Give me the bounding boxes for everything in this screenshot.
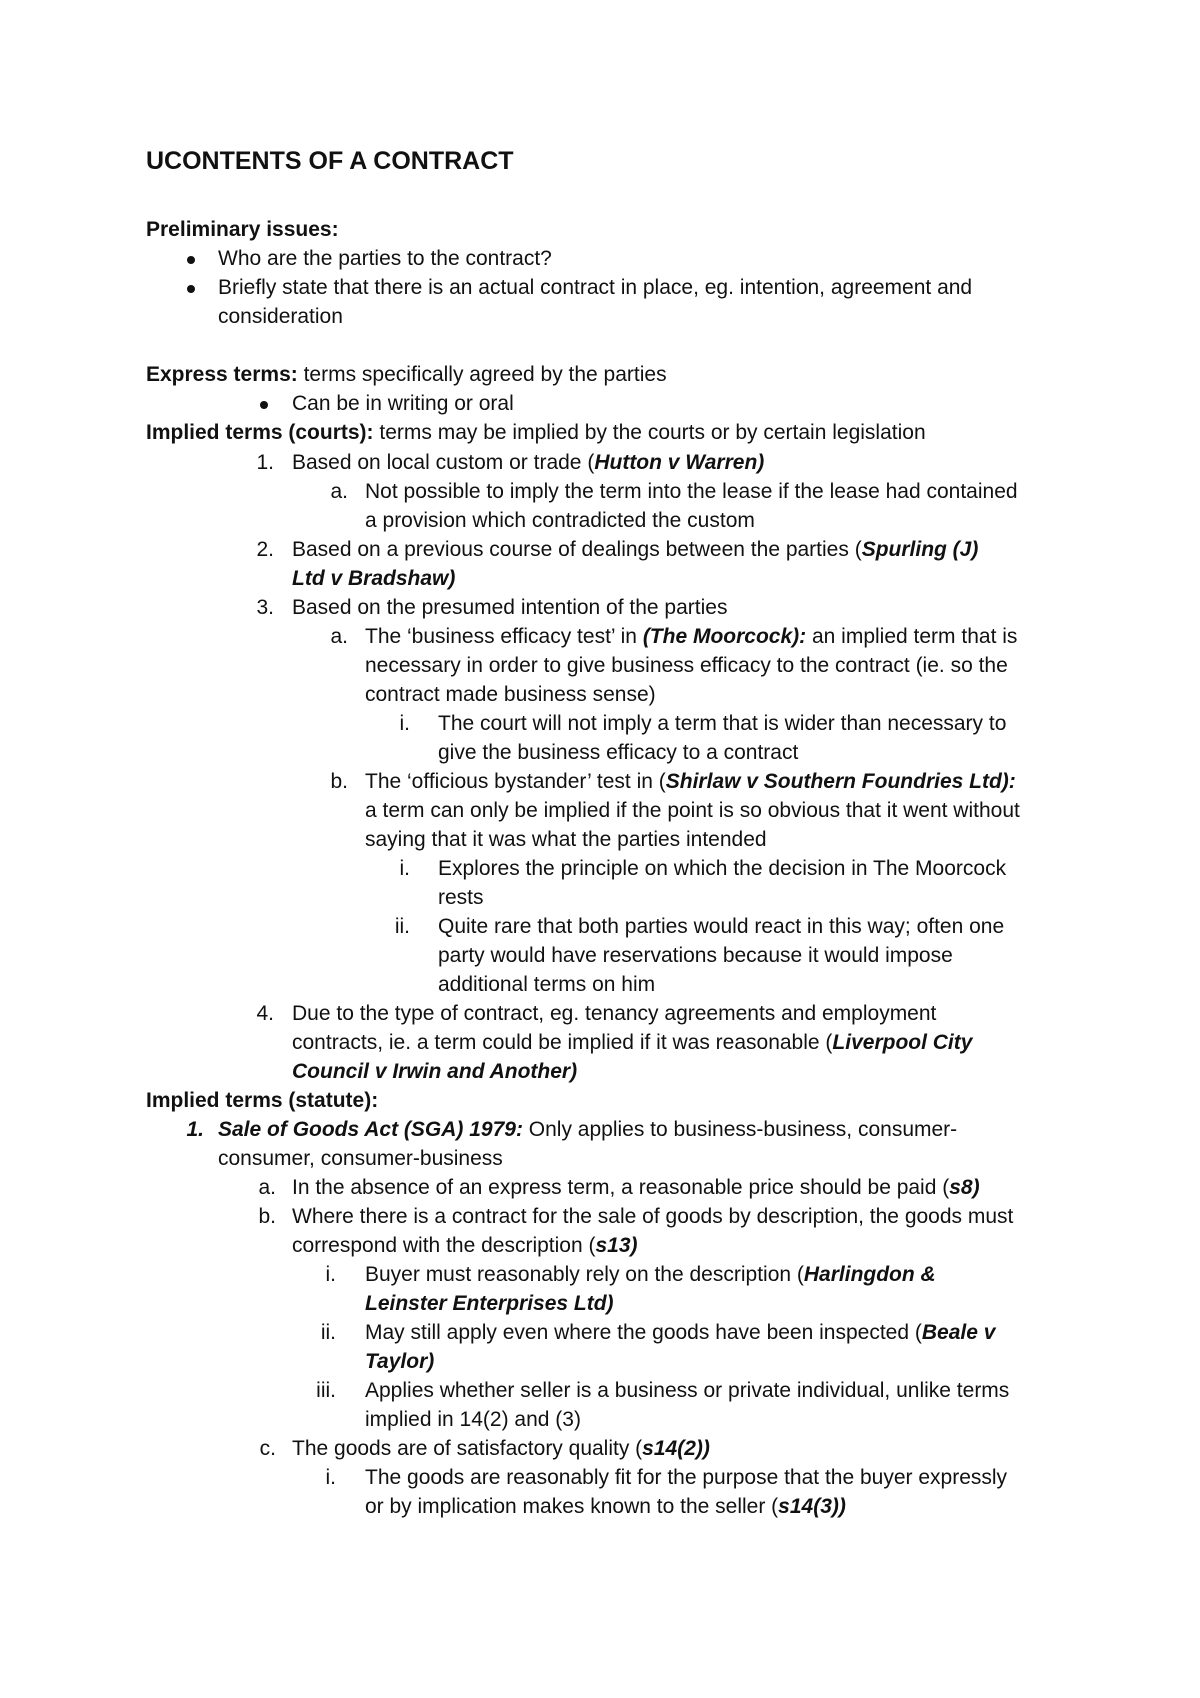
list-item: Quite rare that both parties would react in this way; often one — [438, 915, 1005, 938]
bullet-icon — [187, 256, 195, 264]
list-item — [292, 536, 978, 564]
implied-courts-text: terms may be implied by the courts or by certain legislation — [373, 421, 926, 444]
express-text: terms specifically agreed by the parties — [297, 363, 667, 386]
list-roman: i. — [399, 857, 410, 880]
case-name: Leinster Enterprises Ltd) — [365, 1292, 614, 1315]
list-item: The goods are reasonably fit for the purpose that the buyer expressly — [365, 1466, 1008, 1489]
case-name: Beale v — [921, 1321, 996, 1344]
list-item-continuation: necessary in order to give business efficacy to the contract (ie. so the — [365, 654, 1008, 677]
express-heading: Express terms: — [146, 363, 298, 386]
list-item: The court will not imply a term that is wider than necessary to — [438, 712, 1007, 735]
case-name: Liverpool City — [832, 1031, 973, 1054]
list-letter: a. — [330, 480, 348, 503]
item-text: In the absence of an express term, a reasonable price should be paid ( — [292, 1176, 950, 1199]
list-number: 3. — [256, 596, 274, 619]
list-item: Who are the parties to the contract? — [218, 247, 552, 270]
case-name: (The Moorcock): — [642, 625, 807, 648]
list-number: 1. — [186, 1118, 204, 1141]
list-item — [292, 449, 764, 477]
list-item — [218, 1116, 957, 1144]
preliminary-heading: Preliminary issues: — [146, 218, 339, 241]
section-ref: s14(3)) — [778, 1495, 846, 1518]
list-item-continuation: saying that it was what the parties intended — [365, 828, 767, 851]
page-title: UCONTENTS OF A CONTRACT — [146, 147, 514, 175]
list-item-continuation: implied in 14(2) and (3) — [365, 1408, 581, 1431]
list-item: Based on the presumed intention of the parties — [292, 596, 728, 619]
list-item: Where there is a contract for the sale of goods by description, the goods must — [292, 1205, 1014, 1228]
list-letter: b. — [330, 770, 348, 793]
list-item — [365, 623, 1017, 651]
case-name: Hutton v Warren) — [594, 451, 765, 474]
list-item-continuation: contract made business sense) — [365, 683, 656, 706]
list-item-continuation: consideration — [218, 305, 343, 328]
case-name: Spurling (J) — [861, 538, 979, 561]
act-name: Sale of Goods Act (SGA) 1979: — [218, 1118, 523, 1141]
list-roman: i. — [399, 712, 410, 735]
list-number: 2. — [256, 538, 274, 561]
list-item-continuation: additional terms on him — [438, 973, 656, 996]
list-item-continuation: party would have reservations because it would impose — [438, 944, 953, 967]
list-roman: i. — [325, 1466, 336, 1489]
list-item — [365, 1319, 995, 1347]
item-text: an implied term that is — [806, 625, 1018, 648]
list-item: Briefly state that there is an actual contract in place, eg. intention, agreement and — [218, 276, 973, 299]
list-number: 1. — [256, 451, 274, 474]
bullet-icon — [260, 401, 268, 409]
list-letter: c. — [259, 1437, 276, 1460]
list-item: Not possible to imply the term into the lease if the lease had contained — [365, 480, 1018, 503]
list-letter: b. — [258, 1205, 276, 1228]
case-name: Taylor) — [365, 1350, 435, 1373]
implied-courts-line — [146, 419, 926, 447]
list-number: 4. — [256, 1002, 274, 1025]
implied-statute-heading: Implied terms (statute): — [146, 1089, 379, 1112]
implied-courts-heading: Implied terms (courts): — [146, 421, 374, 444]
item-text: Based on a previous course of dealings between the parties ( — [292, 538, 862, 561]
item-text: or by implication makes known to the seller ( — [365, 1495, 779, 1518]
list-item — [292, 1435, 710, 1463]
list-item-continuation: rests — [438, 886, 484, 909]
list-roman: ii. — [320, 1321, 336, 1344]
list-item: Due to the type of contract, eg. tenancy agreements and employment — [292, 1002, 937, 1025]
case-name: Shirlaw v Southern Foundries Ltd): — [665, 770, 1016, 793]
case-name: Council v Irwin and Another) — [292, 1060, 578, 1083]
item-text: The ‘business efficacy test’ in — [365, 625, 643, 648]
list-item — [365, 768, 1016, 796]
item-text: May still apply even where the goods have been inspected ( — [365, 1321, 922, 1344]
item-text: correspond with the description ( — [292, 1234, 596, 1257]
item-text: Based on local custom or trade ( — [292, 451, 595, 474]
list-letter: a. — [330, 625, 348, 648]
item-text: contracts, ie. a term could be implied if it was reasonable ( — [292, 1031, 833, 1054]
list-item — [365, 1261, 936, 1289]
express-terms-line — [146, 361, 667, 389]
list-item: Applies whether seller is a business or private individual, unlike terms — [365, 1379, 1010, 1402]
list-item-continuation — [292, 1232, 638, 1260]
bullet-icon — [187, 285, 195, 293]
item-text: Buyer must reasonably rely on the description ( — [365, 1263, 804, 1286]
section-ref: s13) — [595, 1234, 638, 1257]
case-name: Harlingdon & — [803, 1263, 936, 1286]
list-roman: i. — [325, 1263, 336, 1286]
list-item-continuation: a provision which contradicted the custom — [365, 509, 755, 532]
list-item-continuation — [365, 1493, 846, 1521]
list-roman: ii. — [394, 915, 410, 938]
item-text: Only applies to business-business, consumer- — [522, 1118, 958, 1141]
list-item-continuation: give the business efficacy to a contract — [438, 741, 799, 764]
list-item-continuation — [292, 1029, 972, 1057]
list-item: Can be in writing or oral — [292, 392, 514, 415]
list-item-continuation: a term can only be implied if the point is so obvious that it went without — [365, 799, 1020, 822]
list-item: Explores the principle on which the decision in The Moorcock — [438, 857, 1007, 880]
list-item-continuation: consumer, consumer-business — [218, 1147, 503, 1170]
list-item — [292, 1174, 980, 1202]
section-ref: s8) — [949, 1176, 980, 1199]
list-roman: iii. — [316, 1379, 336, 1402]
section-ref: s14(2)) — [642, 1437, 710, 1460]
item-text: The goods are of satisfactory quality ( — [292, 1437, 643, 1460]
case-name: Ltd v Bradshaw) — [292, 567, 456, 590]
list-letter: a. — [258, 1176, 276, 1199]
item-text: The ‘officious bystander’ test in ( — [365, 770, 666, 793]
